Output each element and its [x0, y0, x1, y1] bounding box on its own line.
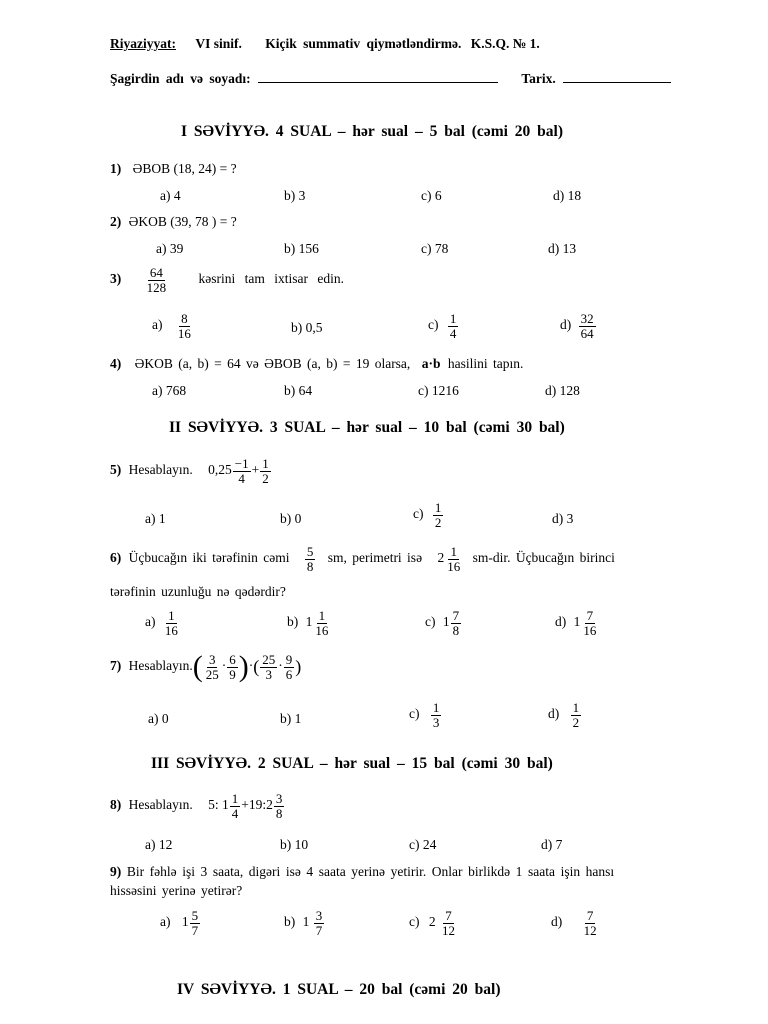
q1-option-d[interactable]: d) 18: [553, 188, 582, 203]
student-name-field[interactable]: [258, 70, 498, 83]
question-9-line-2: hissəsini yerinə yetirər?: [110, 883, 243, 898]
q2-option-a[interactable]: a) 39: [156, 241, 184, 256]
q1-option-b[interactable]: b) 3: [284, 188, 306, 203]
q6-option-b[interactable]: b) 1 $\frac{1}{16}$: [287, 608, 329, 638]
q5-option-d[interactable]: d) 3: [552, 511, 574, 526]
q9-option-b[interactable]: b) 1 $\frac{3}{7}$: [284, 908, 323, 938]
q9-option-a[interactable]: a) 1 $\frac{5}{7}$: [160, 908, 199, 938]
q3-option-a[interactable]: a) $\frac{8}{16}$: [152, 311, 191, 341]
fraction: $\frac{9}{6}$: [285, 651, 293, 682]
fraction: $\frac{3}{25}$: [205, 651, 219, 682]
question-5: 5) Hesablayın. 0,25 $\frac{-1}{4}$ + $\frac{1}{2}$: [110, 456, 269, 486]
q6-option-c[interactable]: c) 1 $\frac{7}{8}$: [425, 608, 460, 638]
q6-option-d[interactable]: d) 1 $\frac{7}{16}$: [555, 608, 597, 638]
level-2-heading: II SƏVİYYƏ. 3 SUAL – hər sual – 10 bal (cəmi 30 bal): [169, 419, 565, 436]
student-line: [110, 70, 671, 87]
level-4-heading: IV SƏVİYYƏ. 1 SUAL – 20 bal (cəmi 20 bal): [177, 981, 501, 998]
fraction: $\frac{1}{16}$: [447, 544, 461, 574]
q7-option-d[interactable]: d) $\frac{1}{2}$: [548, 700, 580, 730]
q5-option-b[interactable]: b) 0: [280, 511, 302, 526]
question-3: 3) $\frac{64}{128}$ kəsrini tam ixtisar edin.: [110, 265, 344, 295]
fraction: $\frac{1}{4}$: [231, 791, 239, 821]
q8-option-d[interactable]: d) 7: [541, 837, 563, 852]
q5-option-a[interactable]: a) 1: [145, 511, 166, 526]
q8-option-a[interactable]: a) 12: [145, 837, 173, 852]
q7-option-b[interactable]: b) 1: [280, 711, 302, 726]
question-2: 2) ƏKOB (39, 78 ) = ?: [110, 214, 237, 229]
level-1-heading: I SƏVİYYƏ. 4 SUAL – hər sual – 5 bal (cəmi 20 bal): [181, 123, 563, 140]
q1-option-a[interactable]: a) 4: [160, 188, 181, 203]
header-line: [110, 36, 540, 52]
q3-option-c[interactable]: c) $\frac{1}{4}$: [428, 311, 457, 341]
q9-option-d[interactable]: d) $\frac{7}{12}$: [551, 908, 597, 938]
question-4: 4) ƏKOB (a, b) = 64 və ƏBOB (a, b) = 19 olarsa, a·b hasilini tapın.: [110, 356, 524, 371]
question-7: 7) Hesablayın.( $\frac{3}{25}$ · $\frac{6}{9}$ )·( $\frac{25}{3}$ · $\frac{9}{6}$ ): [110, 650, 302, 683]
fraction: $\frac{3}{8}$: [275, 791, 283, 821]
q3-option-b[interactable]: b) 0,5: [291, 320, 323, 335]
q4-option-b[interactable]: b) 64: [284, 383, 313, 398]
q2-option-d[interactable]: d) 13: [548, 241, 577, 256]
question-6-line-2: tərəfinin uzunluğu nə qədərdir?: [110, 584, 286, 599]
grade: VI sinif.: [195, 36, 242, 51]
q4-option-c[interactable]: c) 1216: [418, 383, 459, 398]
q2-option-b[interactable]: b) 156: [284, 241, 319, 256]
question-9: 9) Bir fəhlə işi 3 saata, digəri isə 4 saata yerinə yetirir. Onlar birlikdə 1 saata işin hansı: [110, 864, 615, 879]
q1-option-c[interactable]: c) 6: [421, 188, 442, 203]
question-8: 8) Hesablayın. 5: 1 $\frac{1}{4}$ +19:2 $\frac{3}{8}$: [110, 791, 283, 821]
q3-option-d[interactable]: d) $\frac{32}{64}$: [560, 311, 594, 341]
q7-option-a[interactable]: a) 0: [148, 711, 169, 726]
q4-option-a[interactable]: a) 768: [152, 383, 187, 398]
student-name-label: Şagirdin adı və soyadı:: [110, 71, 251, 86]
q2-option-c[interactable]: c) 78: [421, 241, 449, 256]
q8-option-b[interactable]: b) 10: [280, 837, 309, 852]
fraction: $\frac{64}{128}$: [146, 265, 167, 295]
q9-option-c[interactable]: c) 2 $\frac{7}{12}$: [409, 908, 455, 938]
q4-option-d[interactable]: d) 128: [545, 383, 580, 398]
date-label: Tarix.: [521, 71, 556, 86]
level-3-heading: III SƏVİYYƏ. 2 SUAL – hər sual – 15 bal (cəmi 30 bal): [151, 755, 553, 772]
test-code: K.S.Q. № 1.: [470, 36, 540, 51]
fraction: $\frac{1}{2}$: [262, 456, 269, 486]
fraction: $\frac{-1}{4}$: [234, 456, 249, 486]
q6-option-a[interactable]: a) $\frac{1}{16}$: [145, 608, 178, 638]
fraction: $\frac{25}{3}$: [262, 651, 276, 682]
q5-option-c[interactable]: c) $\frac{1}{2}$: [413, 500, 442, 530]
fraction: $\frac{6}{9}$: [229, 651, 236, 682]
question-1: 1) ƏBOB (18, 24) = ?: [110, 161, 237, 176]
q7-option-c[interactable]: c) $\frac{1}{3}$: [409, 700, 440, 730]
test-title: Kiçik summativ qiymətləndirmə.: [265, 36, 462, 51]
date-field[interactable]: [563, 70, 671, 83]
q8-option-c[interactable]: c) 24: [409, 837, 437, 852]
question-6: 6) Üçbucağın iki tərəfinin cəmi $\frac{5}{8}$ sm, perimetri isə 2 $\frac{1}{16}$ sm-dir. Üçbucağın birinci: [110, 544, 615, 574]
subject: Riyaziyyat:: [110, 36, 176, 51]
fraction: $\frac{5}{8}$: [306, 544, 314, 574]
